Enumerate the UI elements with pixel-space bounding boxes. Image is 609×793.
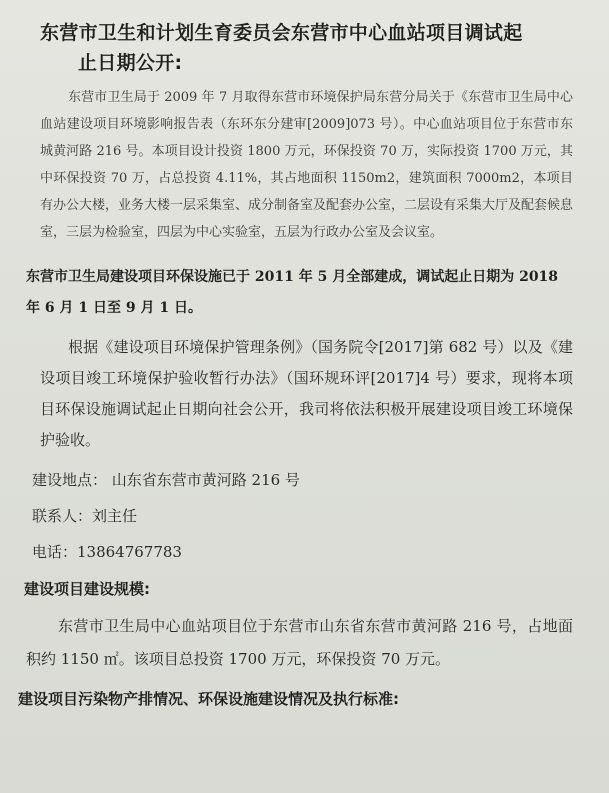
project-background-paragraph: 东营市卫生局于 2009 年 7 月取得东营市环境保护局东营分局关于《东营市卫生局中心血站建设项目环境影响报告表（东环东分建审[2009]073 号）。中心血站项目位于东营市东城黄河路 216 号。本项目设计投资 1800 万元，环保投资 70 万，实际投资 1700 万元，其中环保投资 70 万，占总投资 4.11%，其占地面积 1150m2，建筑面积 7000m2，本项目有办公大楼，业务大楼一层采集室、成分制备室及配套办公室，二层设有采集大厅及配套候息室，三层为检验室，四层为中心实验室，五层为行政办公室及会议室。 (40, 90, 574, 240)
pollution-standards-heading: 建设项目污染物产排情况、环保设施建设情况及执行标准: (18, 690, 400, 708)
commissioning-period-paragraph: 东营市卫生局建设项目环保设施已于 2011 年 5 月全部建成，调试起止日期为 2018 年 6 月 1 日至 9 月 1 日。 (26, 269, 559, 316)
contact-phone: 电话：13864767783 (32, 543, 182, 561)
legal-basis-paragraph: 根据《建设项目环境保护管理条例》（国务院令[2017]第 682 号）以及《建设项目竣工环境保护验收暂行办法》（国环规环评[2017]4 号）要求，现将本项目环保设施调试起止日期向社会公开，我司将依法积极开展建设项目竣工环境保护验收。 (40, 338, 573, 449)
document-title (40, 18, 573, 78)
construction-scale-heading: 建设项目建设规模: (24, 580, 150, 598)
contact-person: 联系人：刘主任 (32, 507, 138, 525)
construction-scale-text: 东营市卫生局中心血站项目位于东营市山东省东营市黄河路 216 号，占地面积约 1150 ㎡。该项目总投资 1700 万元，环保投资 70 万元。 (26, 617, 573, 668)
construction-location: 建设地点： 山东省东营市黄河路 216 号 (32, 471, 300, 489)
title-line-2: 止日期公开: (78, 52, 183, 74)
title-line-1: 东营市卫生和计划生育委员会东营市中心血站项目调试起 (40, 22, 523, 44)
